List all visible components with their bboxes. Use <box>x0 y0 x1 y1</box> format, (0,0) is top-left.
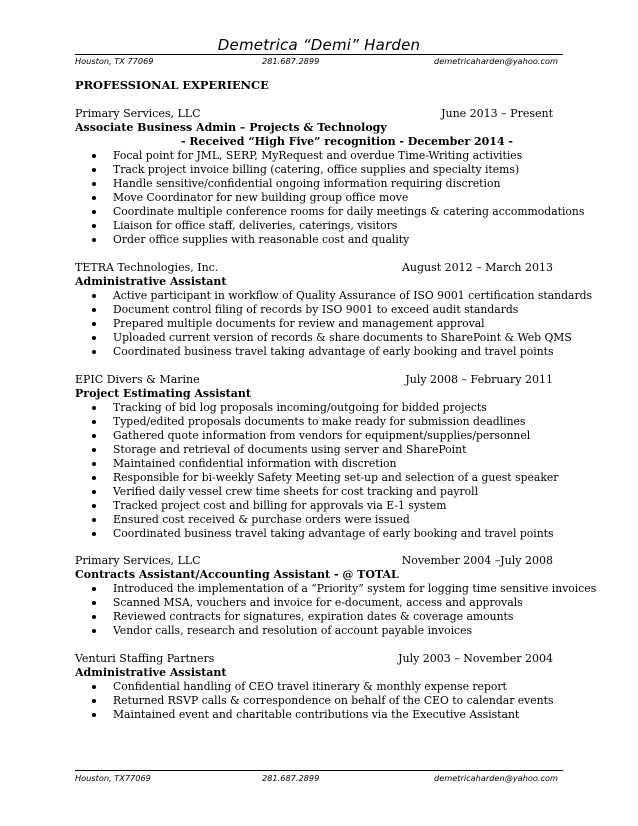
job-title: Administrative Assistant <box>75 275 227 288</box>
bullet-icon <box>92 434 96 438</box>
header-location: Houston, TX 77069 <box>75 56 154 66</box>
bullet-icon <box>92 448 96 452</box>
bullet-icon <box>92 322 96 326</box>
list-item: Tracked project cost and billing for approvals via E-1 system <box>75 499 565 513</box>
bullet-icon <box>92 182 96 186</box>
list-item: Document control filing of records by ISO 9001 to exceed audit standards <box>75 303 565 317</box>
footer-phone: 281.687.2899 <box>262 773 320 783</box>
list-item: Move Coordinator for new building group office move <box>75 191 565 205</box>
bullet-icon <box>92 224 96 228</box>
job-company: Primary Services, LLC <box>75 107 201 120</box>
list-item: Uploaded current version of records & share documents to SharePoint & Web QMS <box>75 331 565 345</box>
bullet-icon <box>92 476 96 480</box>
job-dates: June 2013 – Present <box>441 107 553 120</box>
job-title: Administrative Assistant <box>75 666 227 679</box>
list-item: Introduced the implementation of a “Priority” system for logging time sensitive invoices <box>75 582 565 596</box>
bullet-icon <box>92 308 96 312</box>
bullet-icon <box>92 713 96 717</box>
bullet-icon <box>92 490 96 494</box>
bullet-icon <box>92 350 96 354</box>
job-dates: August 2012 – March 2013 <box>401 261 553 274</box>
list-item: Order office supplies with reasonable cost and quality <box>75 233 565 247</box>
job-title: Project Estimating Assistant <box>75 387 251 400</box>
bullet-icon <box>92 210 96 214</box>
job-bullets <box>75 582 597 638</box>
header-divider <box>75 54 563 55</box>
job-bullets <box>75 289 593 359</box>
list-item: Vendor calls, research and resolution of account payable invoices <box>75 624 565 638</box>
bullet-icon <box>92 168 96 172</box>
footer-divider <box>75 770 563 771</box>
bullet-icon <box>92 587 96 591</box>
job-entry <box>75 651 565 722</box>
header-email: demetricaharden@yahoo.com <box>434 56 558 66</box>
job-entry <box>75 553 597 638</box>
job-title: Associate Business Admin – Projects & Technology <box>75 121 387 134</box>
header-phone: 281.687.2899 <box>262 56 320 66</box>
list-item: Typed/edited proposals documents to make ready for submission deadlines <box>75 415 565 429</box>
bullet-icon <box>92 294 96 298</box>
list-item: Coordinate multiple conference rooms for daily meetings & catering accommodations <box>75 205 565 219</box>
job-entry <box>75 106 585 247</box>
list-item: Returned RSVP calls & correspondence on behalf of the CEO to calendar events <box>75 694 565 708</box>
list-item: Track project invoice billing (catering, office supplies and specialty items) <box>75 163 565 177</box>
job-entry <box>75 372 565 541</box>
bullet-icon <box>92 462 96 466</box>
list-item: Responsible for bi-weekly Safety Meeting set-up and selection of a guest speaker <box>75 471 565 485</box>
section-title: PROFESSIONAL EXPERIENCE <box>75 78 269 92</box>
list-item: Gathered quote information from vendors for equipment/supplies/personnel <box>75 429 565 443</box>
job-company: TETRA Technologies, Inc. <box>75 261 219 274</box>
list-item: Liaison for office staff, deliveries, caterings, visitors <box>75 219 565 233</box>
bullet-icon <box>92 518 96 522</box>
list-item: Handle sensitive/confidential ongoing information requiring discretion <box>75 177 565 191</box>
list-item: Coordinated business travel taking advantage of early booking and travel points <box>75 527 565 541</box>
bullet-icon <box>92 336 96 340</box>
bullet-icon <box>92 154 96 158</box>
list-item: Ensured cost received & purchase orders were issued <box>75 513 565 527</box>
job-dates: July 2003 – November 2004 <box>398 652 553 665</box>
job-dates: July 2008 – February 2011 <box>405 373 553 386</box>
list-item: Focal point for JML, SERP, MyRequest and overdue Time-Writing activities <box>75 149 565 163</box>
job-bullets <box>75 401 565 541</box>
list-item: Verified daily vessel crew time sheets for cost tracking and payroll <box>75 485 565 499</box>
job-company: Venturi Staffing Partners <box>75 652 215 665</box>
bullet-icon <box>92 532 96 536</box>
job-bullets <box>75 680 565 722</box>
list-item: Coordinated business travel taking advantage of early booking and travel points <box>75 345 565 359</box>
footer-email: demetricaharden@yahoo.com <box>434 773 558 783</box>
bullet-icon <box>92 601 96 605</box>
list-item: Maintained confidential information with discretion <box>75 457 565 471</box>
bullet-icon <box>92 615 96 619</box>
footer-location: Houston, TX77069 <box>75 773 151 783</box>
bullet-icon <box>92 420 96 424</box>
job-recognition: - Received “High Five” recognition - December 2014 - <box>181 135 513 148</box>
bullet-icon <box>92 504 96 508</box>
list-item: Tracking of bid log proposals incoming/outgoing for bidded projects <box>75 401 565 415</box>
job-bullets <box>75 149 585 247</box>
bullet-icon <box>92 196 96 200</box>
bullet-icon <box>92 406 96 410</box>
bullet-icon <box>92 685 96 689</box>
list-item: Scanned MSA, vouchers and invoice for e-document, access and approvals <box>75 596 565 610</box>
bullet-icon <box>92 238 96 242</box>
list-item: Prepared multiple documents for review and management approval <box>75 317 565 331</box>
job-company: EPIC Divers & Marine <box>75 373 200 386</box>
list-item: Reviewed contracts for signatures, expiration dates & coverage amounts <box>75 610 565 624</box>
resume-name: Demetrica “Demi” Harden <box>217 36 421 54</box>
job-entry <box>75 260 593 359</box>
list-item: Confidential handling of CEO travel itinerary & monthly expense report <box>75 680 565 694</box>
list-item: Active participant in workflow of Quality Assurance of ISO 9001 certification standards <box>75 289 565 303</box>
list-item: Storage and retrieval of documents using server and SharePoint <box>75 443 565 457</box>
job-dates: November 2004 –July 2008 <box>401 554 553 567</box>
job-company: Primary Services, LLC <box>75 554 201 567</box>
bullet-icon <box>92 699 96 703</box>
job-title: Contracts Assistant/Accounting Assistant - @ TOTAL <box>75 568 399 581</box>
bullet-icon <box>92 629 96 633</box>
list-item: Maintained event and charitable contributions via the Executive Assistant <box>75 708 565 722</box>
